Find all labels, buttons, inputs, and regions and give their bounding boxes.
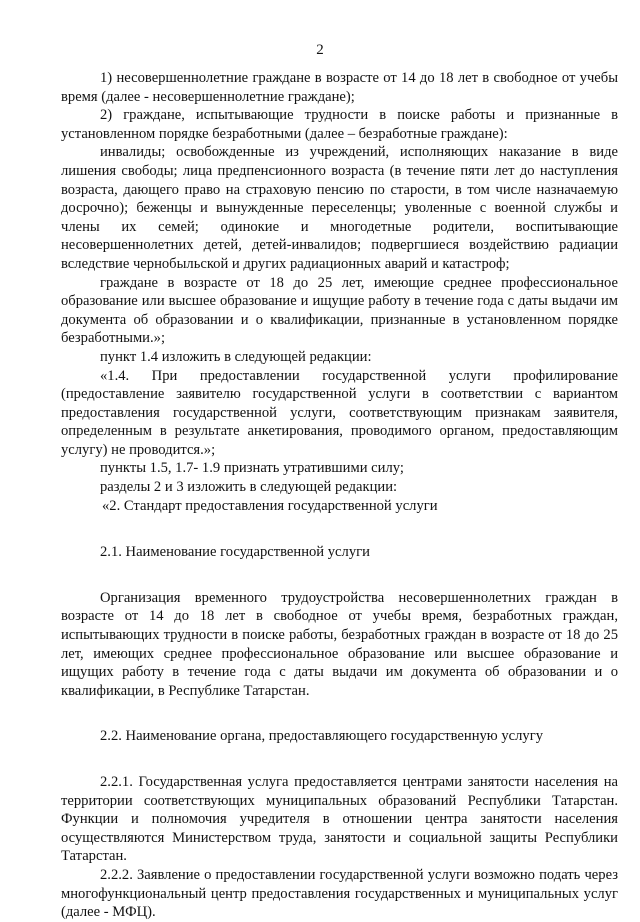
paragraph-clauses-void: пункты 1.5, 1.7- 1.9 признать утратившими силу; [100,460,404,477]
section-2-1-heading: 2.1. Наименование государственной услуги [100,544,370,561]
spacer [61,746,618,773]
paragraph-section-2-title: «2. Стандарт предоставления государственной услуги [102,497,438,514]
spacer [61,562,618,589]
spacer [61,700,618,727]
section-2-2-heading: 2.2. Наименование органа, предоставляющего государственную услугу [100,728,543,745]
paragraph-young-graduates: граждане в возрасте от 18 до 25 лет, имеющие среднее профессиональное образование или высшее образование и ищущие работу в течение года с даты выдачи им документа об образовании и о квалификации, признанные в установленном порядке безработными.»; [61,274,618,347]
section-2-2-2-text: 2.2.2. Заявление о предоставлении государственной услуги возможно подать через многофункциональный центр предоставления государственных и муниципальных услуг (далее - МФЦ). [61,866,618,921]
section-2-1-text: Организация временного трудоустройства несовершеннолетних граждан в возрасте от 14 до 18 лет в свободное от учебы время, безработных граждан, испытывающих трудности в поиске работы, безработных граждан в возрасте от 18 до 25 лет, имеющих среднее профессиональное образование или высшее образование и ищущих работу в течение года с даты выдачи им документа об образовании и о квалификации, в Республике Татарстан. [61,589,618,699]
section-2-2-1-text: 2.2.1. Государственная услуга предоставляется центрами занятости населения на территории соответствующих муниципальных образований Республики Татарстан. Функции и полномочия учредителя в отношении центра занятости населения осуществляются Министерством труда, занятости и социальной защиты Республики Татарстан. [61,774,618,865]
paragraph-categories: инвалиды; освобожденные из учреждений, исполняющих наказание в виде лишения свободы; лица предпенсионного возраста (в течение пяти лет до наступления возраста, дающего право на страховую пенсию по старости, в том числе назначаемую досрочно); беженцы и вынужденные переселенцы; уволенные с военной службы и члены их семей; одинокие и многодетные родители, воспитывающие несовершеннолетних детей, детей-инвалидов; подвергшиеся воздействию радиации вследствие чернобыльской и других радиационных аварий и катастроф; [61,144,618,272]
paragraph-clause-1-4-intro: пункт 1.4 изложить в следующей редакции: [100,348,372,365]
paragraph-minors: 1) несовершеннолетние граждане в возрасте от 14 до 18 лет в свободное от учебы время (далее - несовершеннолетние граждане); [61,70,618,105]
paragraph-sections-intro: разделы 2 и 3 изложить в следующей редакции: [100,479,398,496]
document-body [61,69,618,922]
spacer [61,515,618,543]
page-number: 2 [316,42,324,58]
paragraph-unemployed: 2) граждане, испытывающие трудности в поиске работы и признанные в установленном порядке безработными (далее – безработные граждане): [61,107,618,142]
paragraph-clause-1-4: «1.4. При предоставлении государственной услуги профилирование (предоставление заявителю государственной услуги в соответствии с вариантом предоставления государственной услуги, соответствующим признакам заявителя, определенным в результате анкетирования, проводимого органом, предоставляющим услугу) не проводится.»; [61,367,618,458]
